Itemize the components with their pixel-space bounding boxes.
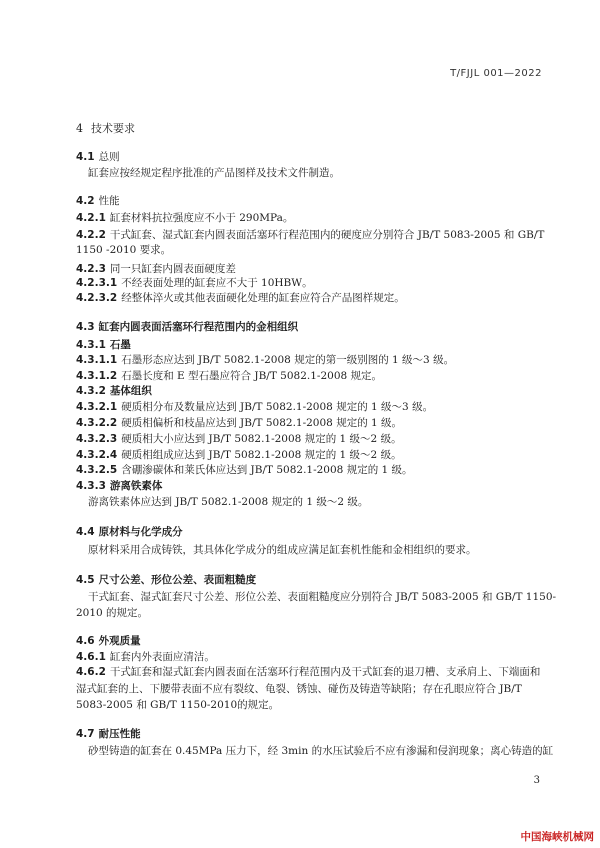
clause-s423 <box>76 262 236 276</box>
clause-number: 4.5 <box>76 574 95 586</box>
clause-text: 尺寸公差、形位公差、表面粗糙度 <box>98 574 257 586</box>
clause-number: 4.3 <box>76 321 95 333</box>
clause-text: 硬质相分布及数量应达到 JB/T 5082.1-2008 规定的 1 级～3 级。 <box>121 401 434 413</box>
clause-number: 4.6 <box>76 635 95 647</box>
clause-s46 <box>76 634 141 648</box>
clause-s462b <box>76 682 522 696</box>
clause-p41 <box>88 166 340 180</box>
clause-text: 石墨 <box>109 339 131 351</box>
clause-text: 干式缸套、湿式缸套内圆表面活塞环行程范围内的硬度应分别符合 JB/T 5083-2005 和 GB/T <box>109 229 545 241</box>
clause-s4324 <box>76 448 402 462</box>
clause-text: 性能 <box>98 195 120 207</box>
clause-text: 砂型铸造的缸套在 0.45MPa 压力下，经 3min 的水压试验后不应有渗漏和侵润现象；离心铸造的缸 <box>88 745 554 757</box>
clause-number: 4.3.2 <box>76 385 106 397</box>
clause-p44 <box>88 543 477 557</box>
clause-number: 4.3.2.1 <box>76 401 118 413</box>
clause-number: 4.2.3.1 <box>76 277 118 289</box>
clause-text: 耐压性能 <box>98 728 141 740</box>
clause-number: 4.7 <box>76 728 95 740</box>
clause-text: 基体组织 <box>109 385 152 397</box>
clause-text: 石墨形态应达到 JB/T 5082.1-2008 规定的第一级别图的 1 级～3 级。 <box>121 354 455 366</box>
clause-number: 4.3.3 <box>76 480 106 492</box>
clause-text: 1150 -2010 要求。 <box>76 244 172 256</box>
clause-text: 硬质相大小应达到 JB/T 5082.1-2008 规定的 1 级～2 级。 <box>121 433 402 445</box>
clause-s41 <box>76 150 120 164</box>
clause-number: 4.3.2.5 <box>76 464 118 476</box>
clause-number: 4.1 <box>76 151 95 163</box>
clause-p433 <box>88 495 368 509</box>
clause-s433 <box>76 479 162 493</box>
clause-number: 4.3.1 <box>76 339 106 351</box>
clause-number: 4.2.3.2 <box>76 292 118 304</box>
clause-text: 经整体淬火或其他表面硬化处理的缸套应符合产品图样规定。 <box>121 292 405 304</box>
clause-text: 缸套应按经规定程序批准的产品图样及技术文件制造。 <box>88 167 340 179</box>
clause-text: 干式缸套、湿式缸套尺寸公差、形位公差、表面粗糙度应分别符合 JB/T 5083-2005 和 GB/T 1150- <box>88 591 557 603</box>
clause-s4311 <box>76 353 454 367</box>
clause-text: 同一只缸套内圆表面硬度差 <box>109 263 236 275</box>
clause-s431 <box>76 338 131 352</box>
clause-s461 <box>76 650 215 664</box>
clause-number: 4.2.2 <box>76 229 106 241</box>
clause-text: 原材料采用合成铸铁，其具体化学成分的组成应满足缸套机性能和金相组织的要求。 <box>88 544 477 556</box>
clause-number: 4.2.1 <box>76 212 106 224</box>
clause-number: 4.2 <box>76 195 95 207</box>
clause-text: 5083-2005 和 GB/T 1150-2010的规定。 <box>76 699 280 711</box>
clause-number: 4 <box>76 122 83 135</box>
clause-number: 4.3.2.3 <box>76 433 118 445</box>
clause-s4 <box>76 122 135 136</box>
clause-number: 4.3.1.1 <box>76 354 118 366</box>
clause-s462a <box>76 665 540 679</box>
clause-text: 不经表面处理的缸套应不大于 10HBW。 <box>121 277 313 289</box>
clause-s4321 <box>76 400 433 414</box>
clause-s44 <box>76 525 183 539</box>
clause-number: 4.6.2 <box>76 666 106 678</box>
clause-s47 <box>76 727 141 741</box>
clause-s421 <box>76 211 293 225</box>
document-code: T/FJJL 001—2022 <box>450 68 542 79</box>
clause-text: 2010 的规定。 <box>76 607 149 619</box>
clause-number: 4.3.2.2 <box>76 417 118 429</box>
clause-s4232 <box>76 291 405 305</box>
clause-text: 总则 <box>98 151 120 163</box>
clause-s462c <box>76 698 279 712</box>
clause-s4323 <box>76 432 402 446</box>
clause-text: 硬质相偏析和枝晶应达到 JB/T 5082.1-2008 规定的 1 级。 <box>121 417 403 429</box>
clause-s422a <box>76 228 544 242</box>
clause-text: 游离铁素体 <box>109 480 163 492</box>
clause-text: 石墨长度和 E 型石墨应符合 JB/T 5082.1-2008 规定。 <box>121 370 383 382</box>
clause-number: 4.3.1.2 <box>76 370 118 382</box>
site-watermark: 中国海峡机械网 <box>520 831 594 843</box>
clause-text: 含硼渗碳体和莱氏体应达到 JB/T 5082.1-2008 规定的 1 级。 <box>121 464 413 476</box>
clause-s43 <box>76 320 298 334</box>
clause-text: 硬质相组成应达到 JB/T 5082.1-2008 规定的 1 级～2 级。 <box>121 449 402 461</box>
clause-s4325 <box>76 463 413 477</box>
clause-text: 缸套材料抗拉强度应不小于 290MPa。 <box>109 212 294 224</box>
clause-text: 外观质量 <box>98 635 141 647</box>
clause-text: 缸套内外表面应清洁。 <box>109 651 215 663</box>
clause-number: 4.6.1 <box>76 651 106 663</box>
clause-s4322 <box>76 416 402 430</box>
clause-text: 游离铁素体应达到 JB/T 5082.1-2008 规定的 1 级～2 级。 <box>88 496 369 508</box>
clause-s4231 <box>76 276 313 290</box>
clause-s4312 <box>76 369 382 383</box>
clause-text: 缸套内圆表面活塞环行程范围内的金相组织 <box>98 321 299 333</box>
clause-s432 <box>76 384 152 398</box>
clause-number: 4.3.2.4 <box>76 449 118 461</box>
clause-text: 原材料与化学成分 <box>98 526 183 538</box>
clause-p47 <box>88 744 553 758</box>
clause-text: 技术要求 <box>91 122 135 135</box>
clause-text: 湿式缸套的上、下腰带表面不应有裂纹、龟裂、锈蚀、碰伤及铸造等缺陷；存在孔眼应符合 JB/T <box>76 683 522 695</box>
clause-number: 4.4 <box>76 526 95 538</box>
page-number: 3 <box>533 775 540 786</box>
clause-number: 4.2.3 <box>76 263 106 275</box>
clause-s45 <box>76 573 256 587</box>
clause-p45b <box>76 606 148 620</box>
clause-p45a <box>88 590 556 604</box>
clause-text: 干式缸套和湿式缸套内圆表面在活塞环行程范围内及干式缸套的退刀槽、支承肩上、下端面和 <box>109 666 541 678</box>
clause-s422b <box>76 243 171 257</box>
clause-s42 <box>76 194 120 208</box>
